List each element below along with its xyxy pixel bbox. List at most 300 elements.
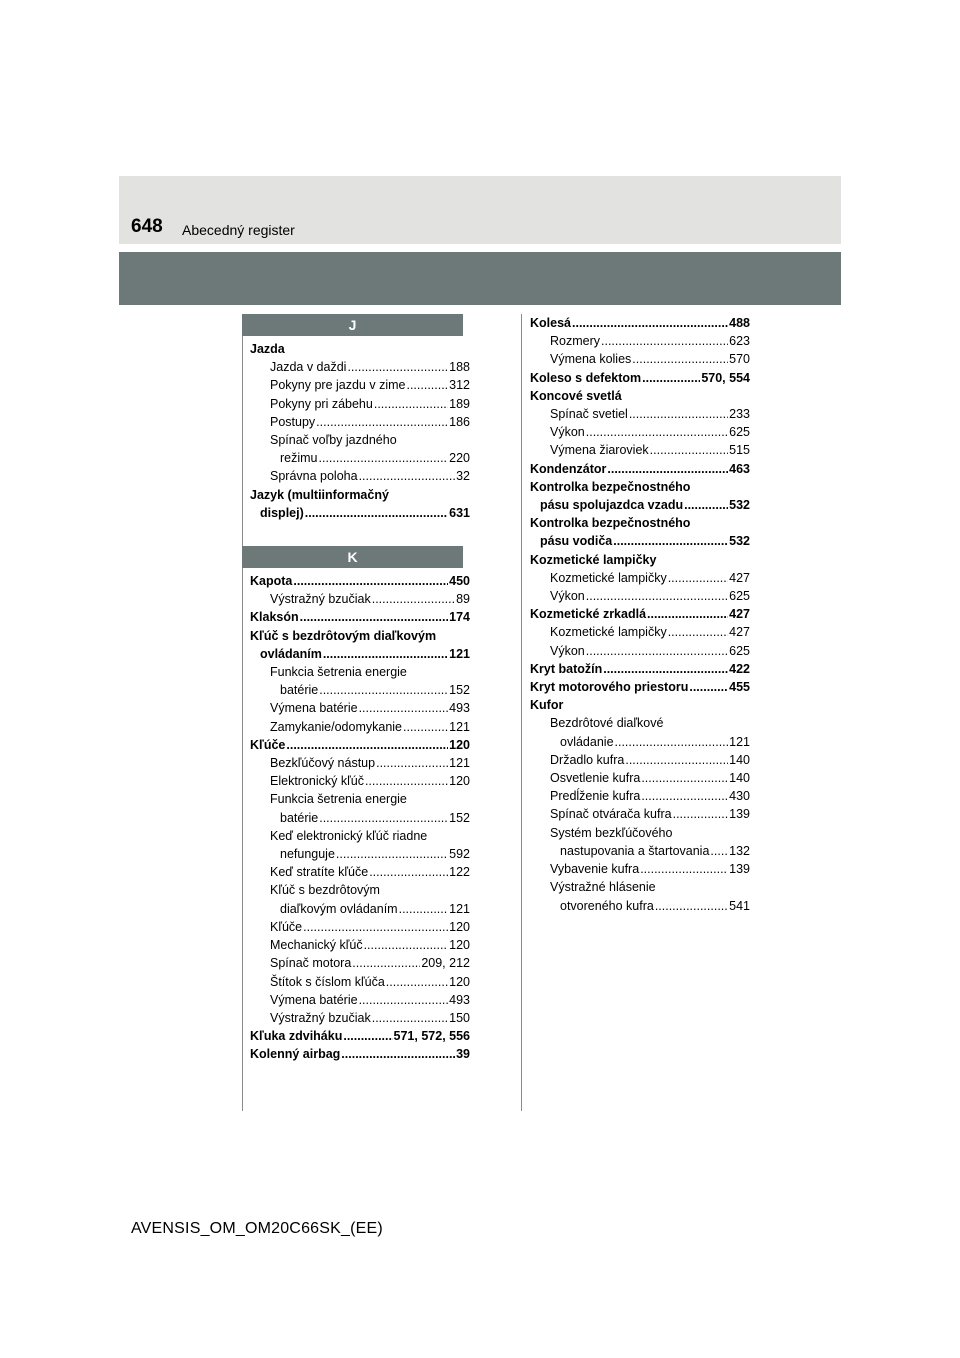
entry-text: Kondenzátor — [530, 461, 607, 476]
page-ref: 188 — [449, 360, 470, 375]
entry-text: Výmena žiaroviek — [550, 443, 649, 458]
dot-leader — [319, 809, 448, 827]
entry-line — [250, 504, 470, 522]
entry-line — [530, 478, 750, 496]
index-entry — [250, 340, 470, 358]
entry-line — [550, 569, 750, 587]
entry-text: Elektronický kľúč — [270, 774, 364, 789]
dot-leader — [359, 699, 449, 717]
dot-leader — [286, 736, 448, 754]
entry-line — [550, 897, 750, 915]
index-entry — [530, 660, 750, 678]
entry-line — [550, 332, 750, 350]
entry-line — [250, 608, 470, 626]
entry-line — [270, 881, 470, 899]
entry-line — [270, 827, 470, 845]
entry-text: batérie — [280, 683, 319, 698]
page-ref: 570, 554 — [701, 370, 750, 385]
dot-leader — [640, 860, 728, 878]
page-ref: 121 — [449, 719, 470, 734]
dot-leader — [603, 660, 728, 678]
entry-line — [270, 376, 470, 394]
entry-text: Jazyk (multiinformačný — [250, 487, 389, 502]
dot-leader — [399, 900, 449, 918]
page-ref: 122 — [449, 865, 470, 880]
page-ref: 120 — [449, 974, 470, 989]
entry-text: Kryt motorového priestoru — [530, 680, 689, 695]
entry-text: Výkon — [550, 589, 585, 604]
entry-line — [250, 486, 470, 504]
page-ref: 532 — [729, 498, 750, 513]
entry-text: Zamykanie/odomykanie — [270, 719, 403, 734]
entry-line — [250, 340, 470, 358]
page-ref: 427 — [729, 625, 750, 640]
entry-text: Kľúče — [250, 737, 286, 752]
dot-leader — [403, 718, 448, 736]
page-ref: 209, 212 — [421, 956, 470, 971]
entry-line — [530, 514, 750, 532]
dot-leader — [625, 751, 728, 769]
dot-leader — [641, 787, 728, 805]
entry-line — [550, 714, 750, 732]
index-subentry — [250, 918, 470, 936]
entry-line — [550, 860, 750, 878]
column-divider-left — [242, 314, 243, 1111]
entry-line — [550, 751, 750, 769]
entry-text: otvoreného kufra — [560, 898, 654, 913]
page-ref: 631 — [449, 505, 470, 520]
decorative-band — [119, 252, 841, 305]
dot-leader — [655, 897, 728, 915]
index-entry — [250, 627, 470, 663]
index-list-j — [250, 340, 470, 522]
index-subentry — [250, 772, 470, 790]
entry-line — [530, 605, 750, 623]
entry-text: Pokyny pri zábehu — [270, 396, 373, 411]
entry-line — [530, 387, 750, 405]
entry-line — [550, 350, 750, 368]
index-subentry — [530, 332, 750, 350]
entry-text: Postupy — [270, 414, 316, 429]
index-list-k — [250, 572, 470, 1063]
document-code: AVENSIS_OM_OM20C66SK_(EE) — [131, 1220, 383, 1237]
entry-line — [550, 769, 750, 787]
entry-line — [550, 642, 750, 660]
entry-text: Funkcia šetrenia energie — [270, 665, 407, 680]
index-subentry — [530, 714, 750, 750]
entry-line — [250, 736, 470, 754]
dot-leader — [689, 678, 728, 696]
index-subentry — [250, 936, 470, 954]
entry-text: Bezdrôtové diaľkové — [550, 716, 664, 731]
dot-leader — [336, 845, 448, 863]
page-ref: 121 — [729, 734, 750, 749]
dot-leader — [673, 805, 729, 823]
entry-text: ovládanie — [560, 734, 614, 749]
dot-leader — [343, 1027, 392, 1045]
entry-line — [270, 1009, 470, 1027]
entry-text: Predĺženie kufra — [550, 789, 641, 804]
entry-text: Výstražný bzučiak — [270, 1010, 371, 1025]
entry-line — [530, 460, 750, 478]
entry-line — [530, 532, 750, 550]
page-ref: 427 — [729, 570, 750, 585]
dot-leader — [607, 460, 728, 478]
dot-leader — [369, 863, 448, 881]
entry-text: Pokyny pre jazdu v zime — [270, 378, 406, 393]
entry-text: Kľúč s bezdrôtovým — [270, 883, 380, 898]
page-ref: 455 — [729, 680, 750, 695]
page-ref: 233 — [729, 407, 750, 422]
page-ref: 186 — [449, 414, 470, 429]
index-entry — [530, 605, 750, 623]
entry-text: Kozmetické lampičky — [530, 552, 657, 567]
dot-leader — [586, 587, 728, 605]
dot-leader — [347, 358, 448, 376]
entry-text: Keď elektronický kľúč riadne — [270, 828, 428, 843]
page-ref: 39 — [456, 1047, 470, 1062]
entry-text: batérie — [280, 810, 319, 825]
entry-line — [550, 824, 750, 842]
index-entry — [250, 736, 470, 754]
dot-leader — [372, 1009, 448, 1027]
entry-line — [550, 842, 750, 860]
entry-text: Výmena batérie — [270, 701, 358, 716]
index-subentry — [530, 787, 750, 805]
entry-line — [270, 413, 470, 431]
entry-line — [270, 358, 470, 376]
entry-line — [270, 973, 470, 991]
entry-line — [550, 623, 750, 641]
entry-line — [270, 663, 470, 681]
index-subentry — [530, 805, 750, 823]
entry-text: Spínač svetiel — [550, 407, 628, 422]
index-subentry — [250, 827, 470, 863]
entry-line — [270, 809, 470, 827]
index-list-right — [530, 314, 750, 915]
page-ref: 422 — [729, 661, 750, 676]
index-subentry — [530, 405, 750, 423]
entry-text: Spínač otvárača kufra — [550, 807, 672, 822]
page-number: 648 — [131, 216, 163, 237]
entry-text: Držadlo kufra — [550, 752, 625, 767]
dot-leader — [647, 605, 728, 623]
index-entry — [530, 696, 750, 714]
page-ref: 140 — [729, 752, 750, 767]
entry-line — [550, 787, 750, 805]
page-ref: 493 — [449, 701, 470, 716]
entry-text: Rozmery — [550, 334, 601, 349]
entry-text: Štítok s číslom kľúča — [270, 974, 385, 989]
dot-leader — [586, 423, 728, 441]
index-entry — [250, 608, 470, 626]
index-entry — [530, 369, 750, 387]
index-subentry — [250, 699, 470, 717]
entry-line — [270, 900, 470, 918]
entry-text: Kolesá — [530, 316, 571, 330]
entry-line — [270, 790, 470, 808]
page-ref: 120 — [449, 919, 470, 934]
dot-leader — [601, 332, 728, 350]
page-ref: 625 — [729, 425, 750, 440]
dot-leader — [668, 623, 728, 641]
dot-leader — [632, 350, 728, 368]
index-subentry — [250, 1009, 470, 1027]
page-ref: 139 — [729, 862, 750, 877]
section-title: Abecedný register — [182, 222, 295, 238]
dot-leader — [668, 569, 728, 587]
page-ref: 427 — [729, 607, 750, 622]
index-entry — [530, 678, 750, 696]
page-ref: 150 — [449, 1010, 470, 1025]
page-ref: 139 — [729, 807, 750, 822]
entry-text: Funkcia šetrenia energie — [270, 792, 407, 807]
dot-leader — [386, 973, 448, 991]
entry-text: Kľuka zdviháku — [250, 1029, 343, 1044]
page-ref: 120 — [449, 774, 470, 789]
entry-text: pásu vodiča — [540, 534, 613, 549]
dot-leader — [364, 936, 449, 954]
entry-text: Klaksón — [250, 610, 299, 625]
entry-text: Vybavenie kufra — [550, 862, 640, 877]
index-subentry — [250, 590, 470, 608]
index-subentry — [530, 623, 750, 641]
index-column-right — [530, 314, 750, 915]
dot-leader — [305, 504, 448, 522]
index-subentry — [250, 991, 470, 1009]
entry-text: Výstražný bzučiak — [270, 592, 371, 607]
page-ref: 89 — [456, 592, 470, 607]
entry-text: Výstražné hlásenie — [550, 880, 656, 895]
page-ref: 120 — [449, 737, 470, 752]
index-subentry — [250, 395, 470, 413]
entry-text: Správna poloha — [270, 469, 358, 484]
page-ref: 174 — [449, 610, 470, 625]
index-subentry — [530, 423, 750, 441]
page-ref: 625 — [729, 589, 750, 604]
index-subentry — [530, 769, 750, 787]
dot-leader — [376, 754, 448, 772]
page-ref: 121 — [449, 901, 470, 916]
dot-leader — [586, 642, 728, 660]
index-subentry — [250, 431, 470, 467]
entry-text: Výmena kolies — [550, 352, 632, 367]
index-subentry — [250, 973, 470, 991]
index-entry — [530, 314, 750, 332]
entry-line — [270, 918, 470, 936]
dot-leader — [323, 645, 448, 663]
index-subentry — [250, 863, 470, 881]
entry-line — [530, 314, 750, 332]
dot-leader — [319, 449, 449, 467]
entry-line — [550, 441, 750, 459]
index-subentry — [530, 824, 750, 860]
entry-line — [550, 805, 750, 823]
entry-text: Osvetlenie kufra — [550, 771, 641, 786]
entry-text: Kozmetické lampičky — [550, 570, 667, 585]
page-ref: 571, 572, 556 — [393, 1029, 470, 1044]
entry-line — [270, 449, 470, 467]
page-ref: 592 — [449, 847, 470, 862]
entry-line — [550, 587, 750, 605]
entry-line — [270, 936, 470, 954]
entry-line — [250, 627, 470, 645]
index-subentry — [530, 642, 750, 660]
page-ref: 532 — [729, 534, 750, 549]
entry-line — [270, 954, 470, 972]
entry-line — [270, 991, 470, 1009]
index-subentry — [530, 569, 750, 587]
entry-text: Kľúče — [270, 919, 303, 934]
dot-leader — [629, 405, 728, 423]
entry-line — [270, 699, 470, 717]
index-subentry — [530, 350, 750, 368]
dot-leader — [642, 369, 700, 387]
page-ref: 121 — [449, 756, 470, 771]
entry-line — [270, 467, 470, 485]
entry-text: ovládaním — [260, 646, 322, 661]
entry-text: Kryt batožín — [530, 661, 603, 676]
entry-text: nefunguje — [280, 847, 335, 862]
entry-line — [250, 645, 470, 663]
entry-line — [270, 754, 470, 772]
entry-text: Koleso s defektom — [530, 370, 642, 385]
dot-leader — [316, 413, 448, 431]
index-subentry — [250, 954, 470, 972]
page-ref: 493 — [449, 992, 470, 1007]
page-ref: 152 — [449, 810, 470, 825]
entry-text: Kufor — [530, 698, 564, 713]
index-subentry — [250, 467, 470, 485]
entry-text: režimu — [280, 451, 318, 466]
entry-line — [550, 733, 750, 751]
dot-leader — [615, 733, 729, 751]
entry-line — [550, 878, 750, 896]
entry-text: Bezkľúčový nástup — [270, 756, 376, 771]
entry-line — [270, 590, 470, 608]
dot-leader — [641, 769, 728, 787]
page-ref: 430 — [729, 789, 750, 804]
entry-text: Kľúč s bezdrôtovým diaľkovým — [250, 628, 437, 643]
page-ref: 220 — [449, 451, 470, 466]
entry-text: Výmena batérie — [270, 992, 358, 1007]
index-subentry — [530, 860, 750, 878]
index-subentry — [250, 790, 470, 826]
dot-leader — [341, 1045, 455, 1063]
entry-text: Mechanický kľúč — [270, 938, 363, 953]
entry-line — [270, 395, 470, 413]
entry-line — [270, 431, 470, 449]
entry-text: Kontrolka bezpečnostného — [530, 479, 691, 494]
index-entry — [250, 486, 470, 522]
entry-text: Kolenný airbag — [250, 1047, 341, 1062]
entry-text: displej) — [260, 505, 304, 520]
index-entry — [530, 514, 750, 550]
page-ref: 515 — [729, 443, 750, 458]
dot-leader — [684, 496, 728, 514]
entry-text: Koncové svetlá — [530, 388, 622, 403]
index-subentry — [250, 413, 470, 431]
entry-line — [530, 678, 750, 696]
page-ref: 140 — [729, 771, 750, 786]
dot-leader — [359, 991, 449, 1009]
entry-text: Kapota — [250, 574, 293, 589]
page-ref: 625 — [729, 643, 750, 658]
dot-leader — [352, 954, 420, 972]
entry-text: pásu spolujazdca vzadu — [540, 498, 684, 513]
index-subentry — [250, 376, 470, 394]
entry-line — [270, 863, 470, 881]
entry-text: Výkon — [550, 425, 585, 440]
index-entry — [530, 551, 750, 569]
entry-line — [530, 496, 750, 514]
page-ref: 450 — [449, 574, 470, 589]
page-ref: 121 — [449, 646, 470, 661]
index-subentry — [250, 881, 470, 917]
entry-text: Jazda v daždi — [270, 360, 347, 375]
entry-text: Výkon — [550, 643, 585, 658]
dot-leader — [319, 681, 448, 699]
dot-leader — [359, 467, 456, 485]
dot-leader — [650, 441, 728, 459]
page-ref: 463 — [729, 461, 750, 476]
entry-line — [530, 551, 750, 569]
dot-leader — [613, 532, 728, 550]
entry-text: Kozmetické zrkadlá — [530, 607, 647, 622]
index-entry — [530, 478, 750, 514]
dot-leader — [710, 842, 728, 860]
entry-line — [530, 369, 750, 387]
index-entry — [530, 387, 750, 405]
entry-text: nastupovania a štartovania — [560, 843, 710, 858]
dot-leader — [303, 918, 448, 936]
entry-text: Systém bezkľúčového — [550, 825, 673, 840]
index-entry — [250, 1045, 470, 1063]
page-ref: 189 — [449, 396, 470, 411]
index-subentry — [530, 587, 750, 605]
entry-line — [250, 1027, 470, 1045]
entry-line — [270, 845, 470, 863]
index-entry — [250, 572, 470, 590]
entry-line — [270, 681, 470, 699]
index-subentry — [530, 878, 750, 914]
entry-text: Kontrolka bezpečnostného — [530, 516, 691, 531]
page-ref: 32 — [456, 469, 470, 484]
entry-text: Keď stratíte kľúče — [270, 865, 369, 880]
index-entry — [250, 1027, 470, 1045]
page-ref: 120 — [449, 938, 470, 953]
index-subentry — [530, 441, 750, 459]
page-ref: 312 — [449, 378, 470, 393]
page-ref: 623 — [729, 334, 750, 349]
page-ref: 570 — [729, 352, 750, 367]
dot-leader — [293, 572, 448, 590]
dot-leader — [300, 608, 449, 626]
index-subentry — [530, 751, 750, 769]
dot-leader — [406, 376, 448, 394]
entry-line — [550, 405, 750, 423]
entry-text: diaľkovým ovládaním — [280, 901, 398, 916]
index-subentry — [250, 358, 470, 376]
entry-text: Spínač voľby jazdného — [270, 433, 397, 448]
letter-heading-k: K — [242, 546, 463, 568]
entry-line — [250, 572, 470, 590]
dot-leader — [365, 772, 448, 790]
letter-heading-j: J — [242, 314, 463, 336]
dot-leader — [374, 395, 448, 413]
page-ref: 541 — [729, 898, 750, 913]
entry-text: Jazda — [250, 342, 285, 356]
